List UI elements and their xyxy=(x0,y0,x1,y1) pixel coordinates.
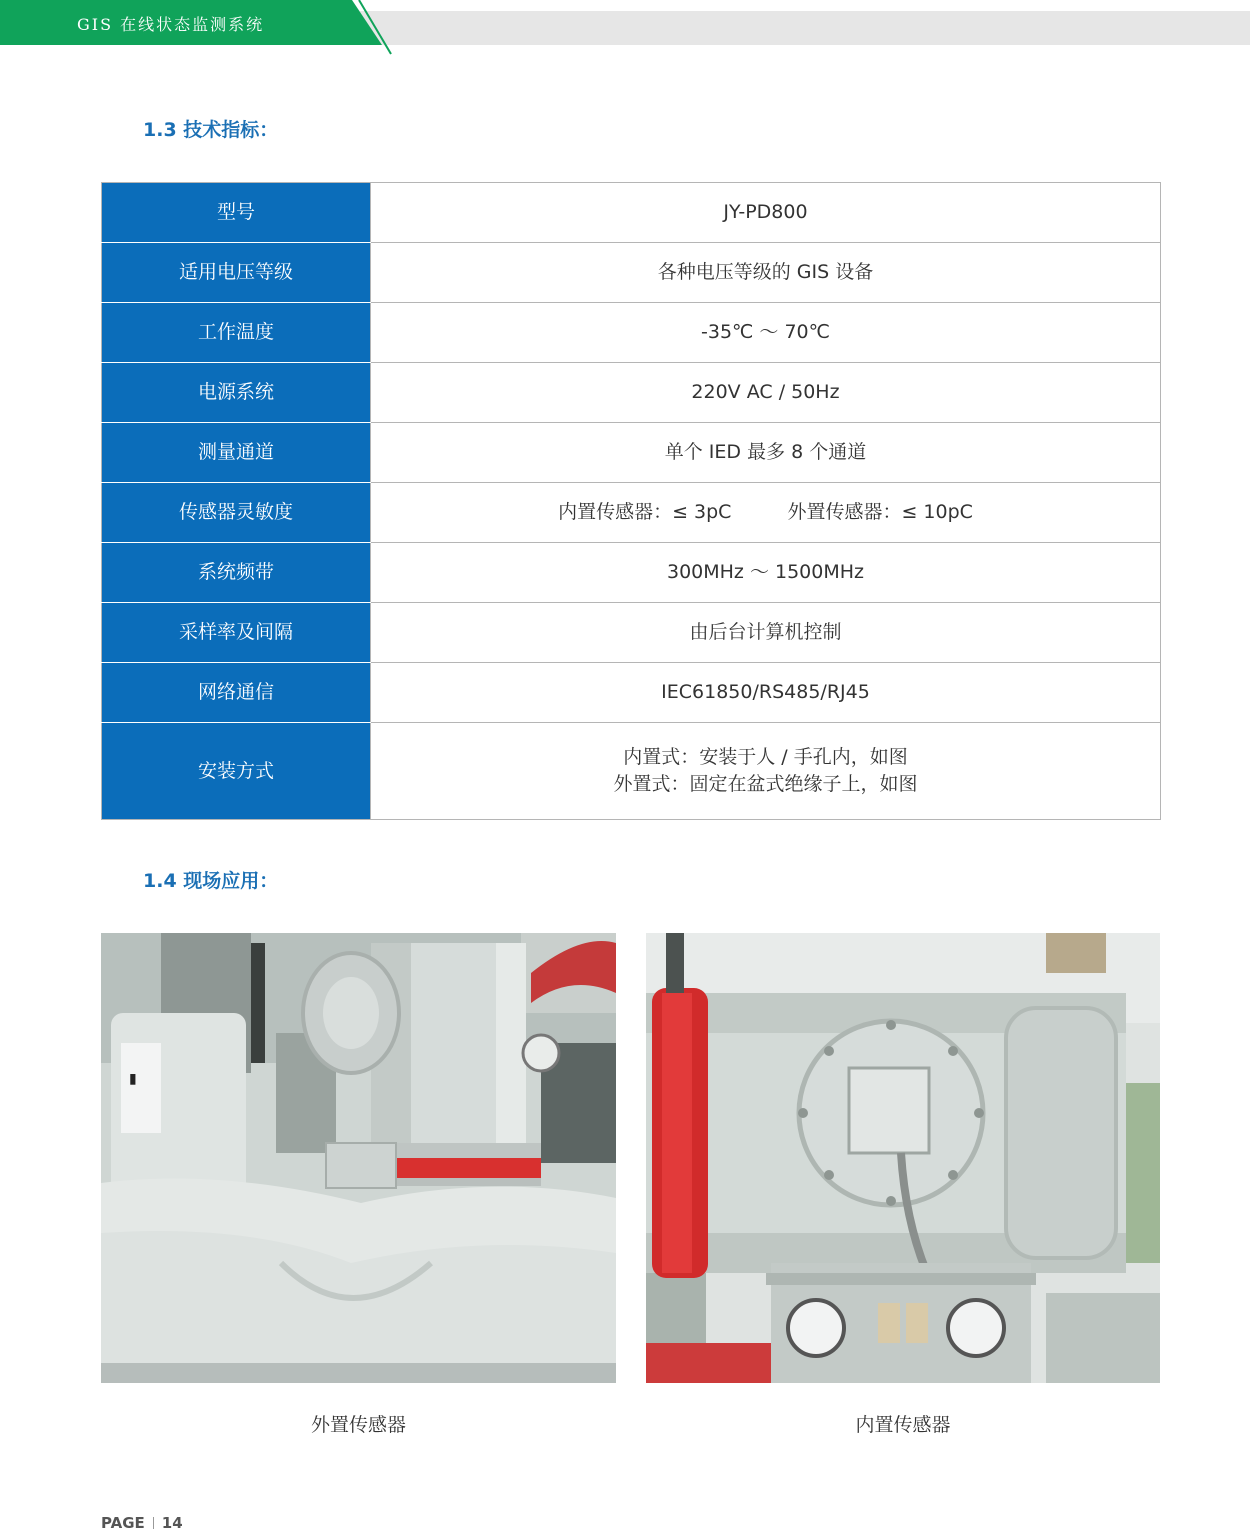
spec-value: -35℃ ～ 70℃ xyxy=(371,303,1161,363)
page-label: PAGE xyxy=(101,1514,145,1532)
external-sensor-sensitivity: 外置传感器：≤ 10pC xyxy=(787,501,973,523)
table-row xyxy=(102,303,1161,363)
specifications-table xyxy=(101,182,1161,820)
spec-value: 各种电压等级的 GIS 设备 xyxy=(371,243,1161,303)
table-row xyxy=(102,183,1161,243)
spec-label: 安装方式 xyxy=(102,723,371,820)
spec-label: 适用电压等级 xyxy=(102,243,371,303)
spec-label: 电源系统 xyxy=(102,363,371,423)
document-title: GIS 在线状态监测系统 xyxy=(77,15,265,34)
spec-label: 采样率及间隔 xyxy=(102,603,371,663)
table-row xyxy=(102,723,1161,820)
internal-sensor-sensitivity: 内置传感器：≤ 3pC xyxy=(558,501,732,523)
spec-value xyxy=(371,483,1161,543)
footer-separator xyxy=(153,1517,154,1529)
spec-label: 工作温度 xyxy=(102,303,371,363)
spec-label: 测量通道 xyxy=(102,423,371,483)
header-band xyxy=(360,11,1250,45)
spec-value xyxy=(371,723,1161,820)
spec-value: IEC61850/RS485/RJ45 xyxy=(371,663,1161,723)
spec-value: 220V AC / 50Hz xyxy=(371,363,1161,423)
table-row xyxy=(102,483,1161,543)
photo-caption: 内置传感器 xyxy=(855,1414,951,1436)
internal-sensor-photo xyxy=(646,933,1160,1383)
table-row xyxy=(102,663,1161,723)
spec-value: 由后台计算机控制 xyxy=(371,603,1161,663)
photo-caption: 外置传感器 xyxy=(310,1414,406,1436)
page-footer xyxy=(101,1514,183,1532)
table-row xyxy=(102,603,1161,663)
spec-label: 网络通信 xyxy=(102,663,371,723)
installation-external: 外置式：固定在盆式绝缘子上，如图 xyxy=(613,773,918,795)
spec-label: 系统频带 xyxy=(102,543,371,603)
table-row xyxy=(102,543,1161,603)
spec-label: 传感器灵敏度 xyxy=(102,483,371,543)
section-heading-specs: 1.3 技术指标： xyxy=(143,119,279,141)
section-heading-field-application: 1.4 现场应用： xyxy=(143,870,279,892)
external-sensor-photo xyxy=(101,933,616,1383)
table-row xyxy=(102,243,1161,303)
table-row xyxy=(102,423,1161,483)
spec-value: JY-PD800 xyxy=(371,183,1161,243)
spec-label: 型号 xyxy=(102,183,371,243)
spec-value: 单个 IED 最多 8 个通道 xyxy=(371,423,1161,483)
installation-internal: 内置式：安装于人 / 手孔内，如图 xyxy=(623,746,908,768)
page-number: 14 xyxy=(161,1514,183,1532)
spec-value: 300MHz ～ 1500MHz xyxy=(371,543,1161,603)
table-row xyxy=(102,363,1161,423)
svg-text:▮: ▮ xyxy=(129,1070,137,1086)
